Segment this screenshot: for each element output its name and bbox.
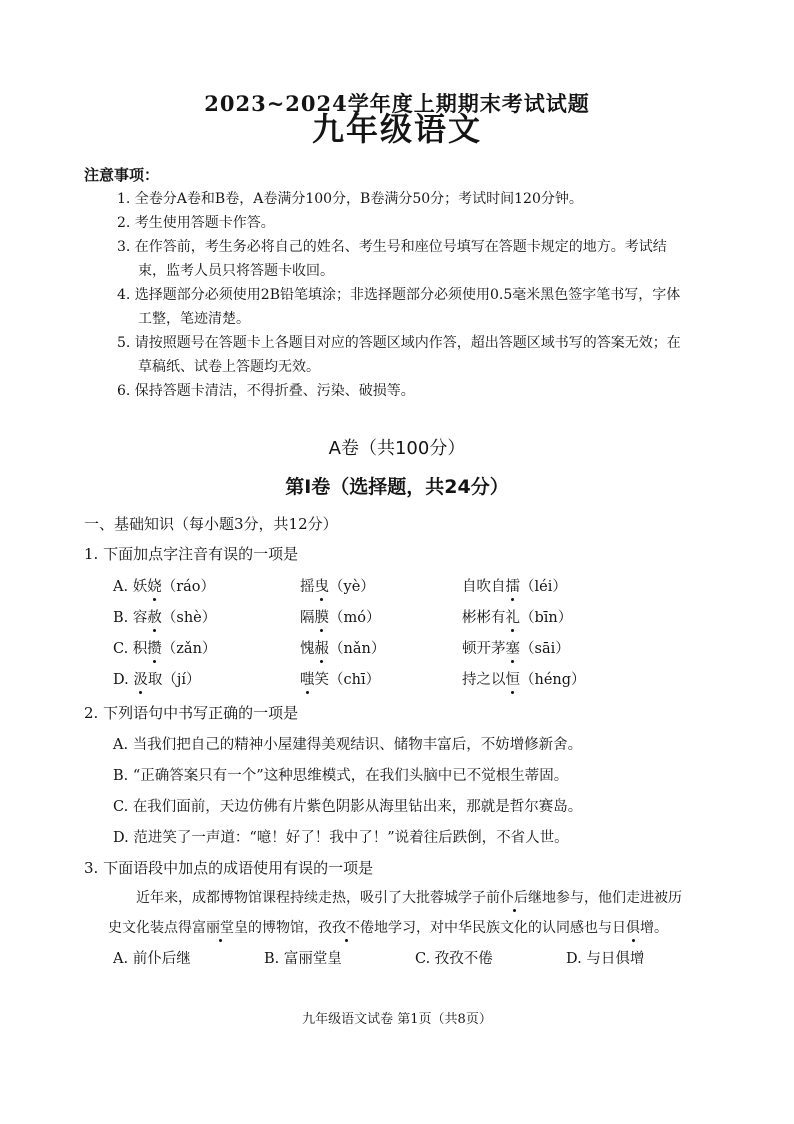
dotted-idiom: 富丽堂皇 [192, 917, 248, 937]
q2-option-b: B. “正确答案只有一个”这种思维模式，在我们头脑中已不觉根生蒂固。 [113, 768, 569, 784]
q3-passage-line-1: 近年来，成都博物馆课程持续走热，吸引了大批蓉城学子前仆后继地参与，他们走进被历 [136, 887, 682, 907]
notice-item: 5. 请按照题号在答题卡上各题目对应的答题区域内作答，超出答题区域书写的答案无效；在 [117, 335, 681, 351]
q2-stem: 2. 下列语句中书写正确的一项是 [84, 704, 299, 722]
q1-option-a3: 自吹自擂（léi） [462, 575, 567, 596]
section-a-heading: A卷（共100分） [328, 438, 466, 459]
q2-option-d: D. 范进笑了一声道：“噫！好了！我中了！”说着往后跌倒，不省人世。 [113, 830, 569, 846]
q3-passage-line-2: 史文化装点得富丽堂皇的博物馆，孜孜不倦地学习，对中华民族文化的认同感也与日俱增。 [108, 917, 668, 937]
q3-option-b: B. 富丽堂皇 [264, 951, 342, 967]
q3-option-a: A. 前仆后继 [113, 951, 191, 967]
q1-option-d3: 持之以恒（héng） [462, 668, 586, 689]
notice-item: 1. 全卷分A卷和B卷，A卷满分100分，B卷满分50分；考试时间120分钟。 [117, 191, 583, 207]
q3-option-c: C. 孜孜不倦 [415, 951, 493, 967]
basic-knowledge-heading: 一、基础知识（每小题3分，共12分） [84, 515, 338, 533]
page-footer: 九年级语文试卷 第1页（共8页） [302, 1012, 492, 1027]
part-1-heading: 第Ⅰ卷（选择题，共24分） [285, 476, 509, 498]
q1-option-b3: 彬彬有礼（bīn） [462, 606, 572, 627]
q1-option-d2: 嗤笑（chī） [300, 668, 380, 689]
notice-heading: 注意事项： [84, 166, 160, 184]
q3-option-d: D. 与日俱增 [566, 951, 645, 967]
notice-item-cont: 束，监考人员只将答题卡收回。 [138, 263, 334, 279]
q1-option-c1: C. 积攒（zǎn） [113, 637, 216, 658]
exam-subject: 九年级语文 [311, 110, 482, 148]
dotted-idiom: 前仆后继 [486, 887, 542, 907]
q1-option-c3: 顿开茅塞（sāi） [462, 637, 570, 658]
q1-option-b2: 隔膜（mó） [300, 606, 380, 627]
notice-item: 6. 保持答题卡清洁，不得折叠、污染、破损等。 [117, 383, 415, 399]
dotted-idiom: 日俱增 [612, 917, 654, 937]
q1-option-a2: 摇曳（yè） [300, 575, 375, 596]
notice-item: 2. 考生使用答题卡作答。 [117, 215, 275, 231]
dotted-idiom: 孜孜不倦 [318, 917, 374, 937]
notice-item: 3. 在作答前，考生务必将自己的姓名、考生号和座位号填写在答题卡规定的地方。考试结 [117, 239, 667, 255]
q1-stem: 1. 下面加点字注音有误的一项是 [84, 545, 299, 563]
notice-item-cont: 草稿纸、试卷上答题均无效。 [138, 359, 320, 375]
q2-option-c: C. 在我们面前，天边仿佛有片紫色阴影从海里钻出来，那就是哲尔赛岛。 [113, 799, 583, 815]
notice-item: 4. 选择题部分必须使用2B铅笔填涂；非选择题部分必须使用0.5毫米黑色签字笔书写，字体 [117, 287, 681, 303]
q1-option-c2: 愧赧（nǎn） [300, 637, 385, 658]
q3-stem: 3. 下面语段中加点的成语使用有误的一项是 [84, 859, 374, 877]
q1-option-d1: D. 汲取（jí） [113, 668, 200, 689]
q1-option-b1: B. 容赦（shè） [113, 606, 216, 627]
exam-title: 2023~2024学年度上期期末考试试题 [204, 91, 590, 116]
q1-option-a1: A. 妖娆（ráo） [113, 575, 215, 596]
notice-item-cont: 工整，笔迹清楚。 [138, 311, 250, 327]
q2-option-a: A. 当我们把自己的精神小屋建得美观结识、储物丰富后，不妨增修新舍。 [113, 737, 583, 753]
